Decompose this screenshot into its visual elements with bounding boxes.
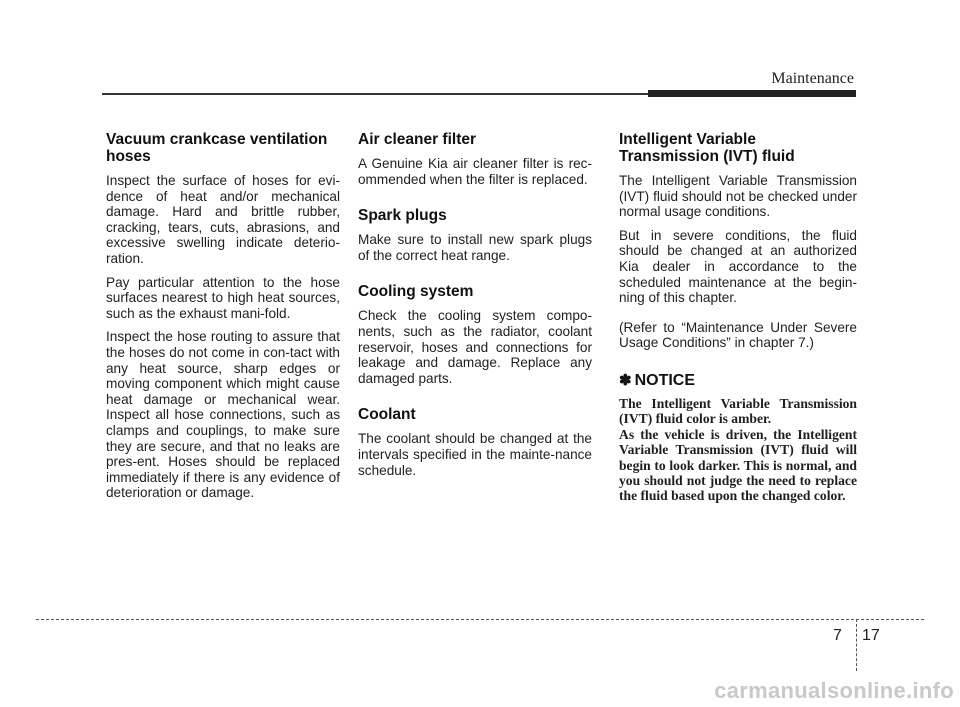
- paragraph: But in severe conditions, the fluid should be changed at an authorized Kia dealer in accordance to the scheduled maintenance at the begin-ning of this chapter.: [619, 227, 857, 306]
- section-cooling-system: [358, 283, 592, 386]
- page-number: 17: [862, 627, 880, 644]
- notice-star-icon: ✽: [619, 371, 632, 389]
- paragraph: A Genuine Kia air cleaner filter is rec-ommended when the filter is replaced.: [358, 156, 592, 187]
- header-bar: [648, 90, 856, 97]
- page-header-title: Maintenance: [771, 70, 854, 87]
- paragraph: Pay particular attention to the hose surfaces nearest to high heat sources, such as the exhaust mani-fold.: [106, 274, 340, 321]
- notice-paragraph: The Intelligent Variable Transmission (IVT) fluid color is amber.: [619, 395, 857, 427]
- paragraph: Check the cooling system compo-nents, such as the radiator, coolant reservoir, hoses and connections for leakage and damage. Replace any damaged parts.: [358, 308, 592, 386]
- section-air-cleaner-filter: [358, 131, 592, 187]
- paragraph: Make sure to install new spark plugs of the correct heat range.: [358, 232, 592, 263]
- section-ivt-fluid: [619, 131, 857, 351]
- footer-rule: [36, 619, 924, 620]
- section-coolant: [358, 406, 592, 478]
- notice-title: [619, 371, 857, 390]
- watermark: carmanualsonline.info: [714, 678, 954, 703]
- paragraph: Inspect the hose routing to assure that the hoses do not come in con-tact with any heat source, sharp edges or moving component which might cause heat damage or mechanical wear. Inspect all hose connections, such as clamps and couplings, to make sure they are secure, and that no leaks are pres-ent. Hoses should be replaced immediately if there is any evidence of deterioration or damage.: [106, 329, 340, 501]
- section-heading: Cooling system: [358, 283, 474, 301]
- notice-title-text: NOTICE: [634, 371, 696, 389]
- section-vacuum-hoses: [106, 131, 340, 501]
- notice-box: [619, 371, 857, 504]
- section-spark-plugs: [358, 207, 592, 263]
- notice-paragraph: As the vehicle is driven, the Intelligent Variable Transmission (IVT) fluid will begin to look darker. This is normal, and you should not judge the need to replace the fluid based upon the changed color.: [619, 426, 857, 504]
- section-heading: Air cleaner filter: [358, 131, 477, 148]
- section-heading: Intelligent Variable Transmission (IVT) fluid: [619, 131, 795, 165]
- paragraph: The coolant should be changed at the intervals specified in the mainte-nance schedule.: [358, 431, 592, 478]
- section-heading: Vacuum crankcase ventilation hoses: [106, 131, 328, 165]
- column-1: [106, 131, 340, 521]
- column-3: [619, 131, 857, 504]
- column-2: [358, 131, 592, 498]
- section-heading: Coolant: [358, 406, 416, 424]
- header-rule: [102, 93, 648, 95]
- paragraph: (Refer to “Maintenance Under Severe Usage Conditions” in chapter 7.): [619, 319, 857, 351]
- paragraph: Inspect the surface of hoses for evi-dence of heat and/or mechanical damage. Hard and brittle rubber, cracking, tears, cuts, abrasions, and excessive swelling indicate deterio-ration.: [106, 173, 340, 266]
- paragraph: The Intelligent Variable Transmission (IVT) fluid should not be checked under normal usage conditions.: [619, 173, 857, 220]
- section-heading: Spark plugs: [358, 207, 447, 225]
- footer-divider: [856, 619, 857, 671]
- page-chapter-number: 7: [833, 627, 842, 644]
